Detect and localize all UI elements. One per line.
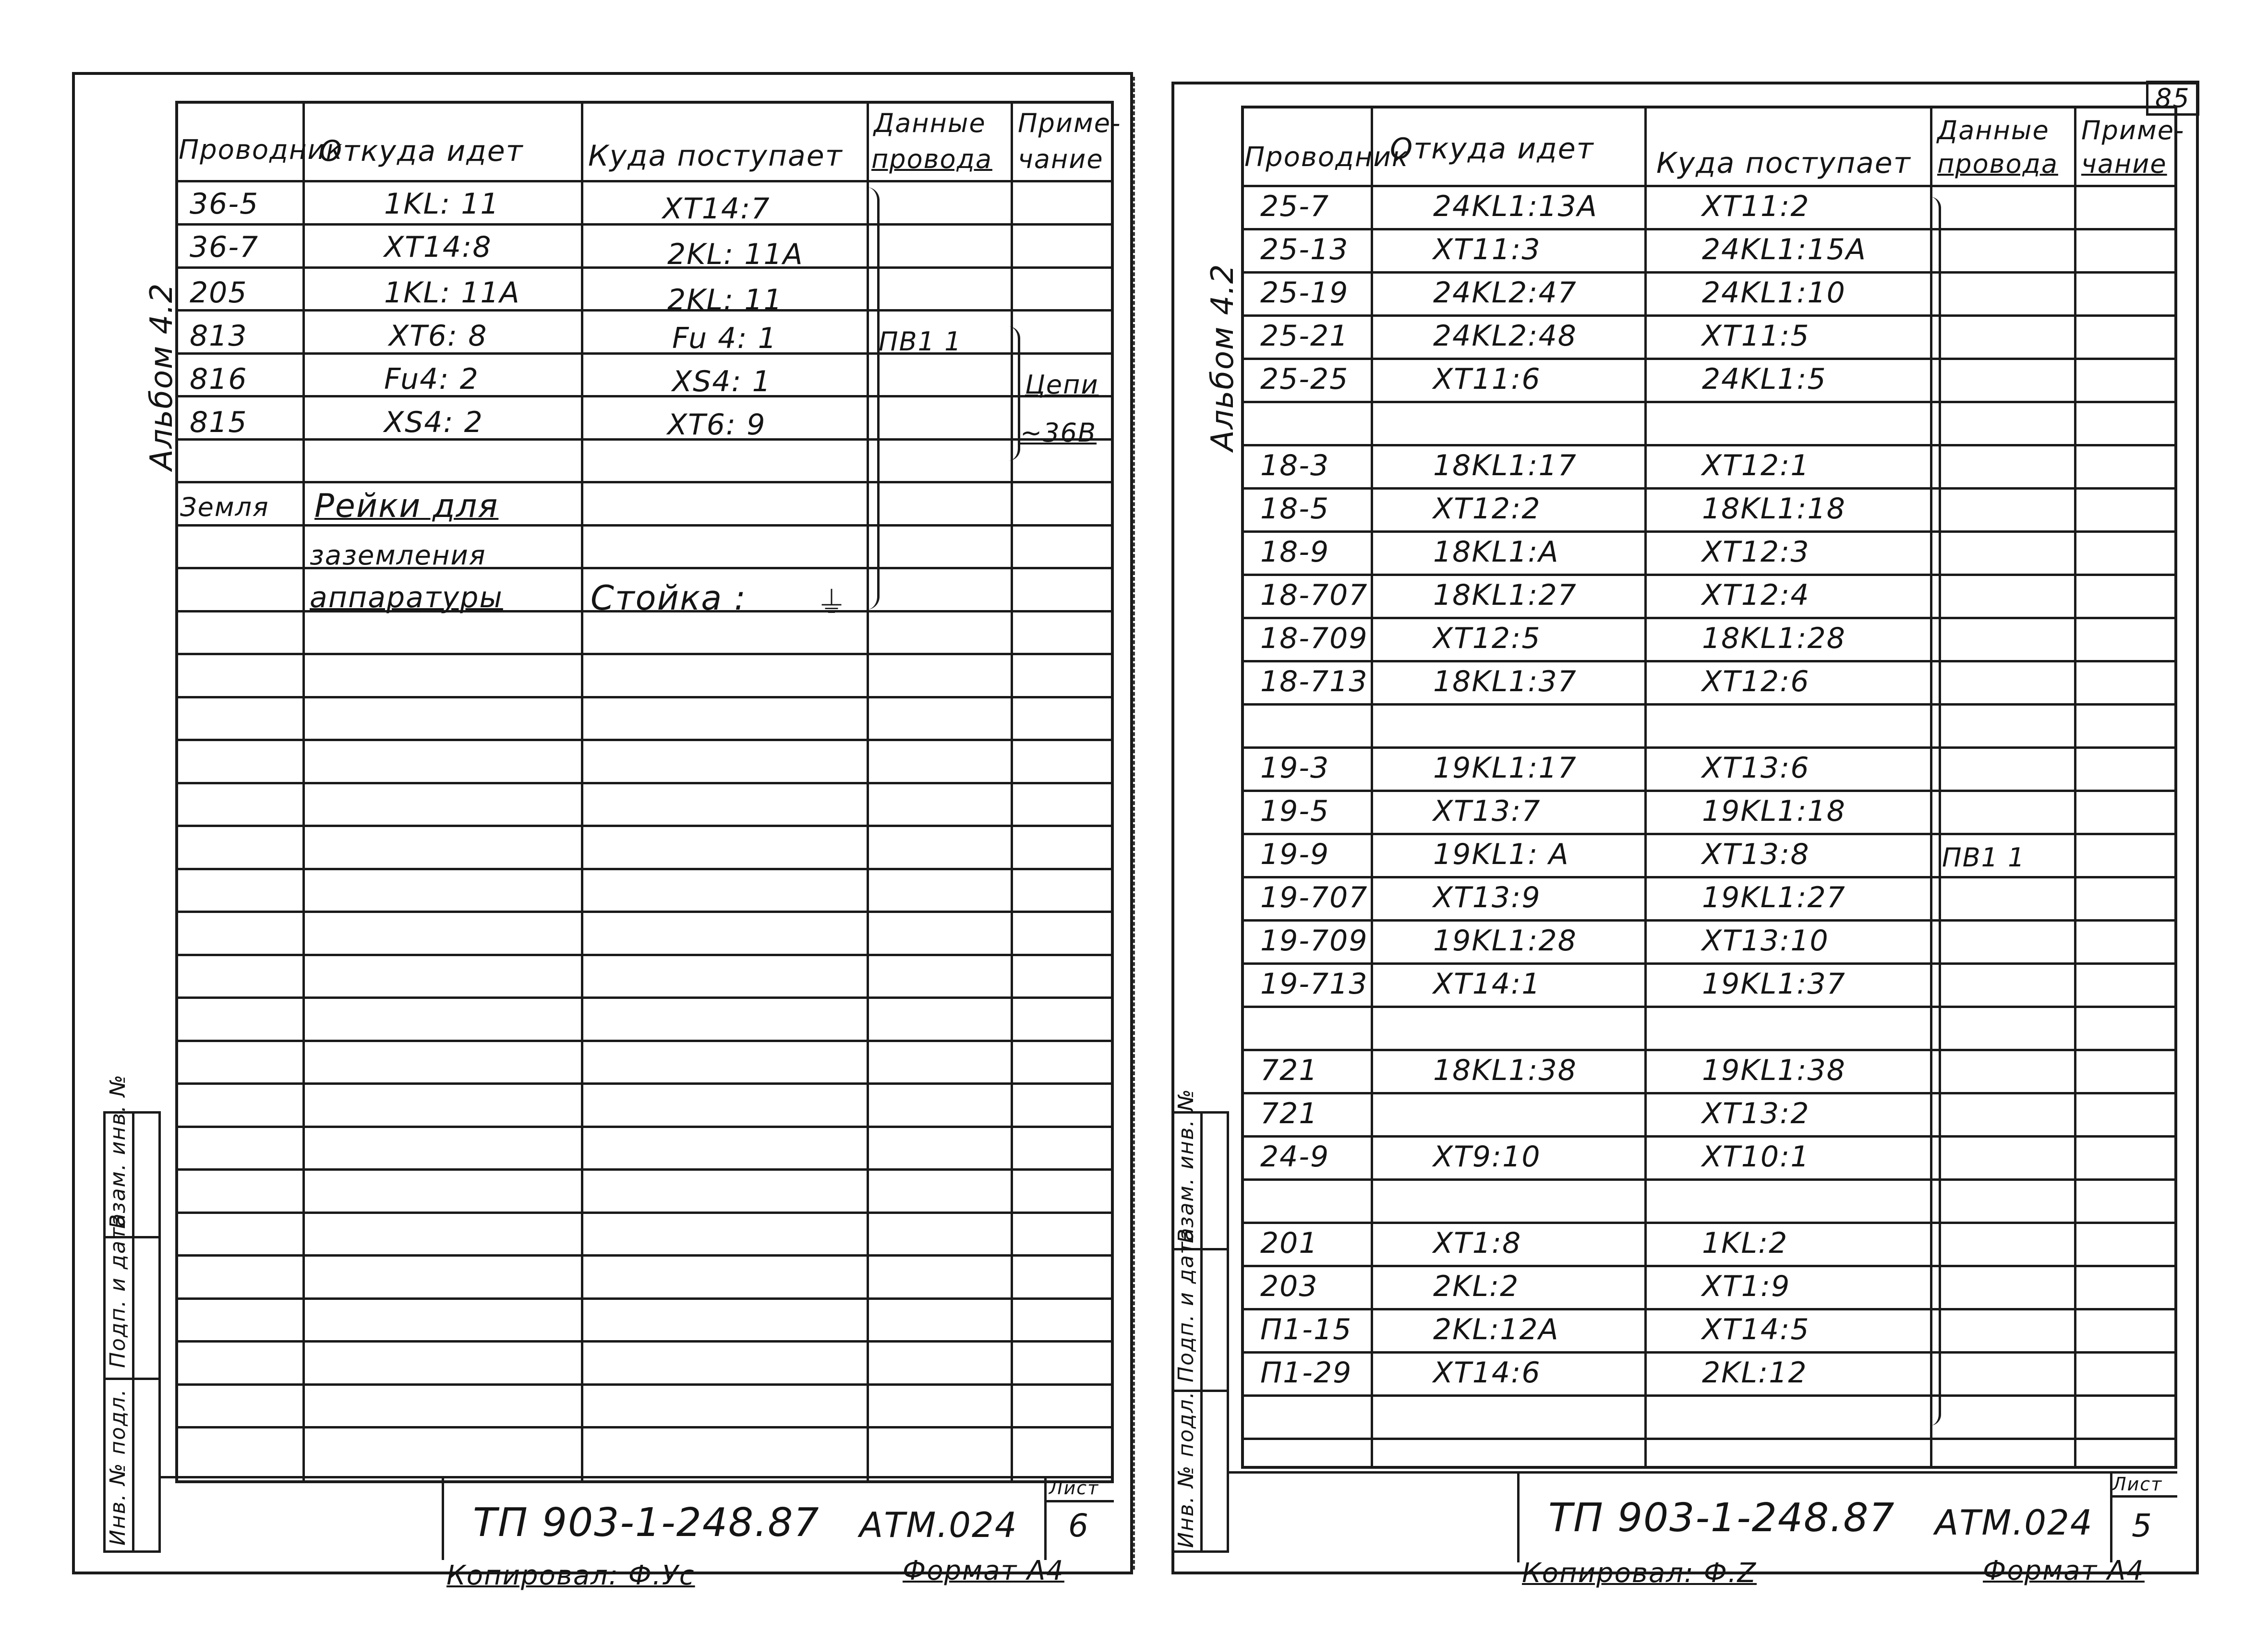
table-row-from: XS4: 2 bbox=[384, 406, 483, 439]
table-row-line bbox=[1241, 1049, 2177, 1051]
table-row-to: XT12:6 bbox=[1702, 665, 1810, 698]
ground-symbol-icon: ⏚ bbox=[816, 586, 847, 621]
table-row-from: 18KL1:17 bbox=[1433, 449, 1577, 482]
left-stamp-orig: Инв. № подл. bbox=[106, 1388, 130, 1546]
table-row-line bbox=[175, 1383, 1114, 1386]
table-row-from: 24KL2:47 bbox=[1433, 276, 1577, 310]
table-row-to: 19KL1:37 bbox=[1702, 967, 1846, 1001]
left-header-wire-data-1: Данные bbox=[874, 108, 986, 138]
left-note-circuits-2: ~36В bbox=[1020, 418, 1097, 448]
ground-from-2: заземления bbox=[310, 540, 486, 571]
table-row-from: 18KL1:27 bbox=[1433, 578, 1577, 612]
table-row-from: XT14:8 bbox=[384, 230, 492, 264]
right-stamp-inv: Взам. инв. № bbox=[1174, 1088, 1198, 1243]
table-row-conductor: 815 bbox=[190, 406, 248, 439]
table-row-to: XT6: 9 bbox=[667, 408, 766, 442]
table-row-conductor: 721 bbox=[1260, 1054, 1318, 1087]
table-row-from: 24KL1:13A bbox=[1433, 190, 1598, 223]
table-row-to: XT11:2 bbox=[1702, 190, 1810, 223]
table-row-line bbox=[175, 739, 1114, 741]
table-row-line bbox=[175, 954, 1114, 956]
right-header-note-1: Приме- bbox=[2081, 115, 2185, 145]
left-header-to: Куда поступает bbox=[588, 139, 843, 173]
table-row-conductor: 19-5 bbox=[1260, 794, 1330, 828]
table-row-conductor: 25-21 bbox=[1260, 319, 1349, 353]
table-row-conductor: 201 bbox=[1260, 1226, 1318, 1260]
ground-to: Стойка : bbox=[591, 578, 747, 618]
table-row-to: XT12:4 bbox=[1702, 578, 1810, 612]
left-header-note-2: чание bbox=[1018, 144, 1104, 174]
table-row-line bbox=[175, 696, 1114, 698]
right-stamp-orig: Инв. № подл. bbox=[1174, 1391, 1198, 1548]
fold-line bbox=[1133, 77, 1135, 1570]
table-row-line bbox=[1241, 1394, 2177, 1397]
table-row-conductor: 19-713 bbox=[1260, 967, 1368, 1001]
left-stamp-inv: Взам. инв. № bbox=[106, 1074, 130, 1229]
table-row-line bbox=[175, 868, 1114, 870]
table-row-from: XT13:7 bbox=[1433, 794, 1541, 828]
table-row-from: 18KL1:37 bbox=[1433, 665, 1577, 698]
left-header-conductor: Проводник bbox=[179, 134, 343, 166]
right-format: Формат А4 bbox=[1983, 1555, 2145, 1586]
table-row-to: XT12:1 bbox=[1702, 449, 1810, 482]
table-row-line bbox=[1241, 703, 2177, 706]
table-row-conductor: 203 bbox=[1260, 1270, 1318, 1303]
table-row-line bbox=[1241, 574, 2177, 576]
table-row-to: 24KL1:10 bbox=[1702, 276, 1846, 310]
right-album-label: Альбом 4.2 bbox=[1205, 263, 1241, 451]
table-row-line bbox=[175, 996, 1114, 999]
table-row-from: 2KL:12A bbox=[1433, 1313, 1559, 1346]
table-row-line bbox=[1241, 790, 2177, 792]
table-row-from: 19KL1:17 bbox=[1433, 751, 1577, 785]
table-row-from: XT1:8 bbox=[1433, 1226, 1522, 1260]
table-row-from: 18KL1:38 bbox=[1433, 1054, 1577, 1087]
left-album-label: Альбом 4.2 bbox=[144, 282, 180, 470]
left-note-circuits-1: Цепи bbox=[1025, 370, 1099, 400]
table-row-to: 1KL:2 bbox=[1702, 1226, 1788, 1260]
right-header-from: Откуда идет bbox=[1390, 132, 1594, 166]
table-row-line bbox=[1241, 962, 2177, 965]
table-row-from: XT9:10 bbox=[1433, 1140, 1541, 1174]
table-row-line bbox=[1241, 530, 2177, 533]
ground-from-3: аппаратуры bbox=[310, 581, 503, 614]
table-row-line bbox=[1241, 271, 2177, 274]
table-row-line bbox=[175, 911, 1114, 913]
right-header-wire-data-1: Данные bbox=[1937, 115, 2050, 145]
left-header-wire-data-2: провода bbox=[871, 144, 992, 174]
table-row-from: XT13:9 bbox=[1433, 881, 1541, 914]
table-row-line bbox=[1241, 833, 2177, 835]
table-row-line bbox=[1241, 1222, 2177, 1224]
right-doc-suffix: АТМ.024 bbox=[1935, 1502, 2093, 1543]
table-row-line bbox=[1241, 876, 2177, 878]
table-row-conductor: 18-3 bbox=[1260, 449, 1330, 482]
table-row-to: XT13:6 bbox=[1702, 751, 1810, 785]
table-row-conductor: 25-7 bbox=[1260, 190, 1330, 223]
table-row-to: 24KL1:15A bbox=[1702, 233, 1867, 266]
table-row-from: 1KL: 11 bbox=[384, 187, 500, 221]
left-header-note-1: Приме- bbox=[1018, 108, 1122, 138]
table-row-line bbox=[1241, 746, 2177, 749]
table-row-line bbox=[1241, 487, 2177, 490]
table-row-from: XT12:2 bbox=[1433, 492, 1541, 526]
right-wire-brace bbox=[1930, 197, 1941, 1426]
table-row-conductor: 18-713 bbox=[1260, 665, 1368, 698]
table-row-line bbox=[1241, 358, 2177, 360]
table-row-to: XT13:2 bbox=[1702, 1097, 1810, 1130]
table-row-line bbox=[175, 782, 1114, 784]
table-row-from: XT11:3 bbox=[1433, 233, 1541, 266]
table-row-conductor: 24-9 bbox=[1260, 1140, 1330, 1174]
table-row-to: XT10:1 bbox=[1702, 1140, 1810, 1174]
table-row-from: XT14:1 bbox=[1433, 967, 1541, 1001]
table-row-conductor: 25-13 bbox=[1260, 233, 1349, 266]
table-row-to: Fu 4: 1 bbox=[672, 322, 777, 355]
table-row-to: 2KL: 11A bbox=[667, 238, 804, 271]
table-row-conductor: 18-9 bbox=[1260, 535, 1330, 569]
table-row-line bbox=[1241, 1006, 2177, 1008]
table-row-conductor: П1-29 bbox=[1260, 1356, 1352, 1390]
left-wire-brace bbox=[867, 187, 880, 610]
right-sheet-label: Лист bbox=[2112, 1474, 2163, 1495]
table-row-from: XT6: 8 bbox=[389, 319, 488, 353]
table-row-conductor: 19-3 bbox=[1260, 751, 1330, 785]
table-row-line bbox=[175, 825, 1114, 827]
table-row-to: XT12:3 bbox=[1702, 535, 1810, 569]
table-row-line bbox=[1241, 228, 2177, 230]
table-row-from: 19KL1: A bbox=[1433, 838, 1569, 871]
right-table bbox=[1241, 106, 2177, 1469]
table-row-line bbox=[1241, 1351, 2177, 1354]
table-row-line bbox=[175, 1340, 1114, 1343]
table-row-from: XT12:5 bbox=[1433, 622, 1541, 655]
table-row-to: XT14:5 bbox=[1702, 1313, 1810, 1346]
table-row-line bbox=[175, 1426, 1114, 1428]
table-row-conductor: 25-19 bbox=[1260, 276, 1349, 310]
table-row-line bbox=[175, 1040, 1114, 1042]
table-row-line bbox=[1241, 314, 2177, 317]
table-row-line bbox=[1241, 401, 2177, 403]
left-stamp-sign: Подп. и дата bbox=[106, 1212, 130, 1368]
table-row-to: 18KL1:28 bbox=[1702, 622, 1846, 655]
table-row-to: 19KL1:38 bbox=[1702, 1054, 1846, 1087]
table-row-line bbox=[175, 1168, 1114, 1171]
table-row-conductor: 25-25 bbox=[1260, 362, 1349, 396]
left-sheet-number: 6 bbox=[1068, 1507, 1089, 1544]
table-row-line bbox=[175, 1082, 1114, 1085]
table-row-line bbox=[175, 1297, 1114, 1300]
table-row-to: 18KL1:18 bbox=[1702, 492, 1846, 526]
right-sheet-number: 5 bbox=[2132, 1507, 2153, 1544]
left-format: Формат А4 bbox=[903, 1555, 1064, 1586]
table-row-line bbox=[175, 1212, 1114, 1214]
table-row-conductor: 205 bbox=[190, 276, 248, 310]
table-row-from: 18KL1:A bbox=[1433, 535, 1559, 569]
table-row-conductor: 18-709 bbox=[1260, 622, 1368, 655]
table-row-line bbox=[1241, 1092, 2177, 1094]
table-row-line bbox=[1241, 1178, 2177, 1181]
left-table bbox=[175, 101, 1114, 1483]
table-row-to: XS4: 1 bbox=[672, 365, 772, 398]
table-row-line bbox=[1241, 1438, 2177, 1440]
table-row-line bbox=[1241, 444, 2177, 446]
right-header-note-2: чание bbox=[2081, 149, 2167, 179]
table-row-line bbox=[1241, 919, 2177, 922]
table-row-line bbox=[175, 481, 1114, 483]
table-row-line bbox=[175, 1254, 1114, 1257]
table-row-line bbox=[1241, 1265, 2177, 1267]
left-doc-suffix: АТМ.024 bbox=[859, 1505, 1018, 1545]
right-wire-data: ПВ1 1 bbox=[1942, 842, 2026, 873]
table-row-line bbox=[175, 309, 1114, 312]
table-row-from: XT11:6 bbox=[1433, 362, 1541, 396]
table-row-conductor: 19-9 bbox=[1260, 838, 1330, 871]
table-row-conductor: П1-15 bbox=[1260, 1313, 1352, 1346]
table-row-conductor: 19-709 bbox=[1260, 924, 1368, 958]
right-header-to: Куда поступает bbox=[1656, 146, 1911, 180]
right-header-wire-data-2: провода bbox=[1937, 149, 2058, 179]
table-row-line bbox=[175, 1126, 1114, 1128]
table-row-to: 2KL:12 bbox=[1702, 1356, 1808, 1390]
table-row-to: 19KL1:18 bbox=[1702, 794, 1846, 828]
table-row-line bbox=[1241, 660, 2177, 662]
left-sheet-label: Лист bbox=[1049, 1477, 1099, 1499]
corner-number: 85 bbox=[2146, 81, 2199, 116]
table-row-to: XT13:10 bbox=[1702, 924, 1829, 958]
table-row-line bbox=[175, 653, 1114, 655]
left-header-from: Откуда идет bbox=[319, 134, 524, 168]
table-row-line bbox=[1241, 1135, 2177, 1138]
table-row-to: XT11:5 bbox=[1702, 319, 1810, 353]
left-doc-code: ТП 903-1-248.87 bbox=[473, 1500, 820, 1546]
table-row-to: 24KL1:5 bbox=[1702, 362, 1827, 396]
table-row-line bbox=[175, 223, 1114, 226]
table-row-to: XT13:8 bbox=[1702, 838, 1810, 871]
ground-conductor: Земля bbox=[180, 492, 269, 522]
table-row-from: XT14:6 bbox=[1433, 1356, 1541, 1390]
table-row-to: 19KL1:27 bbox=[1702, 881, 1846, 914]
left-copied: Копировал: Ф.Ус bbox=[446, 1560, 695, 1591]
table-row-line bbox=[175, 438, 1114, 441]
table-row-to: 2KL: 11 bbox=[667, 283, 783, 317]
left-note-brace bbox=[1008, 326, 1020, 461]
table-row-from: Fu4: 2 bbox=[384, 362, 479, 396]
table-row-conductor: 36-5 bbox=[190, 187, 259, 221]
table-row-from: 2KL:2 bbox=[1433, 1270, 1520, 1303]
table-row-line bbox=[1241, 617, 2177, 619]
table-row-conductor: 816 bbox=[190, 362, 248, 396]
table-row-conductor: 36-7 bbox=[190, 230, 259, 264]
table-row-line bbox=[175, 266, 1114, 269]
left-wire-data: ПВ1 1 bbox=[879, 326, 962, 357]
right-doc-code: ТП 903-1-248.87 bbox=[1548, 1495, 1895, 1541]
right-copied: Копировал: Ф.Z bbox=[1522, 1558, 1757, 1589]
ground-from-1: Рейки для bbox=[314, 487, 499, 525]
table-row-conductor: 18-707 bbox=[1260, 578, 1368, 612]
table-row-conductor: 19-707 bbox=[1260, 881, 1368, 914]
table-row-from: 1KL: 11A bbox=[384, 276, 520, 310]
table-row-line bbox=[175, 352, 1114, 355]
table-row-line bbox=[1241, 1308, 2177, 1310]
table-row-line bbox=[175, 395, 1114, 397]
right-stamp-sign: Подп. и дата bbox=[1174, 1227, 1198, 1382]
table-row-conductor: 813 bbox=[190, 319, 248, 353]
table-row-conductor: 721 bbox=[1260, 1097, 1318, 1130]
table-row-to: XT14:7 bbox=[663, 192, 771, 226]
table-row-conductor: 18-5 bbox=[1260, 492, 1330, 526]
table-row-from: 19KL1:28 bbox=[1433, 924, 1577, 958]
table-row-from: 24KL2:48 bbox=[1433, 319, 1577, 353]
right-header-conductor: Проводник bbox=[1244, 142, 1409, 173]
table-row-to: XT1:9 bbox=[1702, 1270, 1791, 1303]
